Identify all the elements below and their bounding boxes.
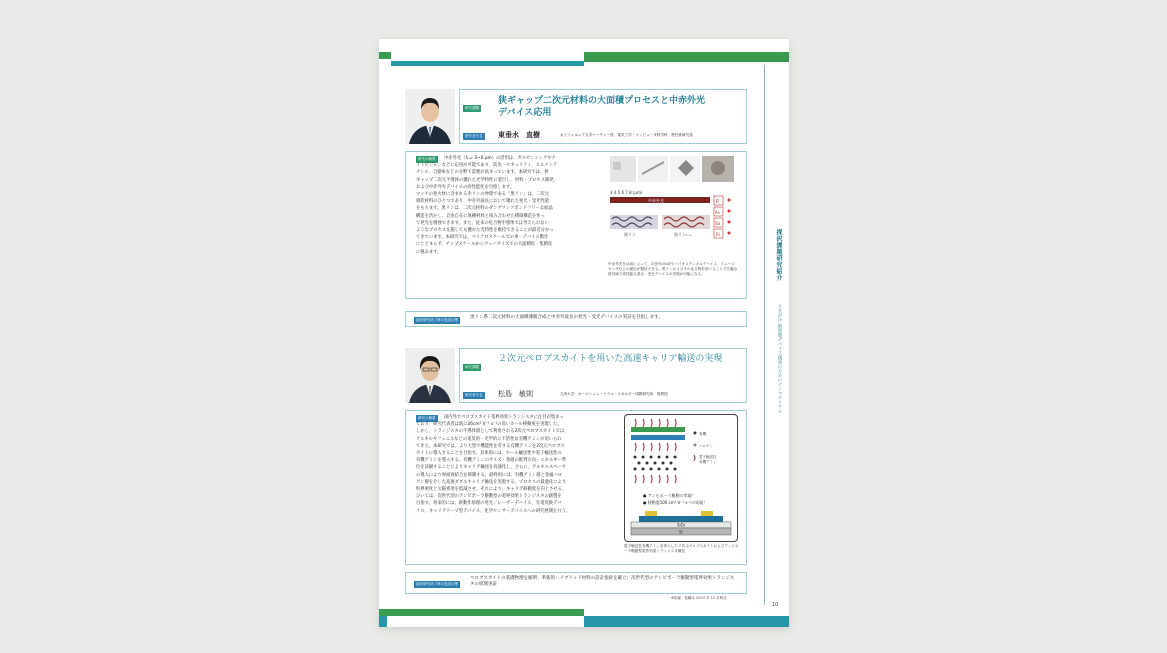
- goal-text-1: 黒リン系二次元材料の大面積薄膜合成と中赤外波長の発光・受光デバイスの実証を目指します。: [470, 315, 663, 320]
- overview-line: にとどまらず、チップスケールからウェハサイズでの大面積化・集積化: [416, 242, 553, 248]
- document-page: [379, 39, 789, 627]
- overview-line: て発光を増強できます。また、従来の化合物半導体では考えられない: [416, 220, 549, 226]
- research-section-1: [405, 89, 747, 329]
- project-title-1: 狭ギャップ二次元材料の大面積プロセスと中赤外光デバイス応用: [498, 96, 706, 118]
- figure-1-images: [608, 154, 736, 184]
- sidebar-subtitle: さきがけ 新原理デバイス創成のためのナノマテリアル: [777, 304, 782, 414]
- section-2-body: [405, 410, 747, 565]
- overview-line: 目指す。将来的には、新動作原理の発光／レーザーデバイス、光電変換デバ: [416, 501, 562, 507]
- section-2-header: [459, 348, 747, 403]
- goal-text-2: ペロブスカイトの基礎物理を解明；革新的ハイブリッド材料の設計指針を確立；次世代型のアンビポーラ駆動型電界効果トランジスタの原理実証: [470, 576, 735, 587]
- section-1-goal: [405, 311, 747, 327]
- svg-text:● 移動度100 cm² V⁻¹ s⁻¹の実現！: ● 移動度100 cm² V⁻¹ s⁻¹の実現！: [643, 500, 708, 505]
- svg-text:電子輸送性: 電子輸送性: [699, 455, 717, 459]
- svg-text:ハロゲン: ハロゲン: [699, 444, 713, 448]
- researcher-photo-1: [405, 89, 455, 144]
- overview-line: 中赤外光（λ = 3~6 μm）の活用は、ガスセンシングやナ: [444, 156, 556, 161]
- svg-text:有機アミン: 有機アミン: [699, 460, 717, 464]
- title-tag-1: 研究課題: [465, 106, 479, 110]
- overview-line: 粒界密度と欠陥密度を低減させ、それにより、キャリア移動度を向上させる。: [416, 487, 567, 493]
- research-section-2: [405, 348, 747, 603]
- bottom-green-bar: [379, 609, 584, 616]
- sidebar-title: 探択課題研究紹介: [775, 229, 782, 281]
- overview-line: てきた。本研究では、より大型で機能性を有する有機アミンを2次元ペロブス: [416, 443, 565, 449]
- section-1-header: [459, 89, 747, 144]
- sidebar-divider: [764, 65, 765, 605]
- researcher-name-1: 東垂水 直樹: [498, 131, 540, 139]
- section-1-body: [405, 151, 747, 299]
- svg-text:黒リン: 黒リン: [624, 232, 636, 237]
- svg-text:SiO₂: SiO₂: [677, 522, 686, 528]
- overview-text-2: [416, 414, 612, 515]
- top-green-bar: [379, 52, 391, 59]
- overview-line: ギャップ二次元半導体の優れた光学特性に着目し、材料・プロセス開発、: [416, 177, 558, 183]
- page-number: 10: [772, 602, 779, 608]
- bottom-teal-bar-right: [584, 616, 789, 627]
- overview-line: ており、研究代表者は既に26cm² V⁻¹ s⁻¹の高いホール移動度を実現した。: [416, 422, 562, 428]
- overview-line: アルキルやフェニルなどの電気的・光学的に不活性な有機アミンが用いられ: [416, 436, 562, 442]
- overview-line: ようなプロセスを施しても優れた光特性を維持できることが最近分かっ: [416, 228, 554, 234]
- overview-line: の導入により界面再結合を抑制する。最終的には、有機アミン層と金属ハロ: [416, 472, 563, 478]
- overview-line: ゲン層を介した高速ダブルキャリア輸送を実現する。プロセスの最適化により: [416, 479, 567, 485]
- overview-line: 有機アミンを導入する。有機アミンのサイズ・各層の配列方向・エネルギー準: [416, 458, 567, 464]
- overview-line: イトビジョンなどに応用が可能であり、防災・セキュリティ、ヒルメンテ: [416, 163, 558, 169]
- overview-line: マッチの発火材に含まれる赤リンの仲間である「黒リン」は、二次元: [416, 192, 550, 198]
- overview-line: イス、キャリアドープ型デバイス、化学センサーデバイスへの研究展開を行う。: [416, 508, 571, 514]
- title-tag-2: 研究課題: [465, 365, 479, 369]
- svg-text:有機: 有機: [699, 432, 706, 436]
- goal-tag-1: 最終研究終了時の達成目標: [416, 318, 458, 322]
- figure-1-chart: [608, 188, 736, 260]
- figure-2-diagram: [624, 414, 738, 542]
- researcher-name-2: 松島 敏則: [498, 390, 533, 398]
- project-title-2: ２次元ペロブスカイトを用いた高速キャリア輸送の実現: [498, 354, 723, 364]
- svg-text:Sb: Sb: [715, 221, 721, 226]
- figure-1-caption: 中赤外光を活用によって、次世代のIoTやバイオメディカルデバイス、イメージセンサなどの創出が期待できる。黒リンおよびその化合物を用いることで広範な波長域で高性能な発光・受光デバイスの実現が可能になる。: [608, 262, 738, 276]
- overview-line: ひいては、次世代型のアンビポーラ駆動型の電界効果トランジスタの創製を: [416, 494, 562, 500]
- svg-text:黒リン₁₋ₓ: 黒リン₁₋ₓ: [674, 232, 692, 237]
- overview-line: 国内外でペロブスカイト電界効果トランジスタに注目が集まっ: [444, 415, 564, 420]
- overview-line: 層状材料のひとつであり、中赤外波長において優れた発光・受光性能: [416, 199, 550, 205]
- overview-line: しかし、トランジスタの半導体層として利用される2次元ペロブスカイトでは、: [416, 429, 569, 435]
- overview-line: 構造を活かし、自由自在に異種材料と組み合わせた積層構造を作っ: [416, 213, 545, 219]
- affiliation-1: カリフォルニア大学バークレー校 電気工学・コンピュータ科学科 特任准研究員: [560, 133, 693, 137]
- name-tag-2: 研究者氏名: [465, 393, 483, 397]
- svg-text:Si: Si: [679, 529, 683, 535]
- overview-line: ナンス、自動車などの分野で需要が高まっています。本研究では、狭: [416, 170, 549, 176]
- body-tag-2: 研究の概要: [418, 416, 436, 420]
- svg-text:As: As: [715, 210, 720, 215]
- figure-2-caption: 電子輸送性有機アミンを導入した２次元ペロブスカイトおよびアンビポーラ駆動型電界効果トランジスタ構造: [624, 544, 739, 553]
- overview-line: に挑みます。: [416, 249, 442, 255]
- overview-line: カイトに導入することを目指す。具体的には、ホール輸送性や電子輸送性の: [416, 451, 562, 457]
- overview-line: てきています。本研究では、マイクロスケールでの単一デバイス動作: [416, 235, 549, 241]
- svg-text:中赤外光: 中赤外光: [648, 198, 664, 203]
- svg-text:Bi: Bi: [716, 232, 720, 237]
- goal-tag-2: 最終研究終了時の達成目標: [416, 582, 458, 586]
- section-2-goal: [405, 572, 747, 594]
- bottom-teal-bar: [379, 616, 387, 627]
- overview-line: 位を詳細することによりキャリア輸送を高速化し、さらに、アルキルスペーサ: [416, 465, 567, 471]
- top-teal-bar: [391, 61, 584, 66]
- top-green-bar-right: [584, 52, 789, 62]
- name-tag-1: 研究者氏名: [465, 134, 483, 138]
- svg-text:P: P: [716, 199, 720, 205]
- overview-line: および中赤外光デバイスの高性能化を目指します。: [416, 184, 515, 190]
- overview-text-1: [416, 155, 604, 256]
- footer-note: ※所属・役職は 2023 年 12 月時点: [671, 596, 727, 600]
- overview-line: をもちます。黒リンは、二次元材料のダングリングボンドフリーな結晶: [416, 206, 553, 212]
- body-tag-1: 研究の概要: [418, 157, 436, 161]
- svg-text:● アンビポーラ駆動の実現！: ● アンビポーラ駆動の実現！: [643, 493, 696, 498]
- svg-text:3 4 5 6 7 8 (μm: 3 4 5 6 7 8 (μm): [610, 190, 643, 195]
- affiliation-2: 九州大学 カーボンニュートラル・エネルギー国際研究所 准教授: [560, 392, 668, 396]
- researcher-photo-2: [405, 348, 455, 403]
